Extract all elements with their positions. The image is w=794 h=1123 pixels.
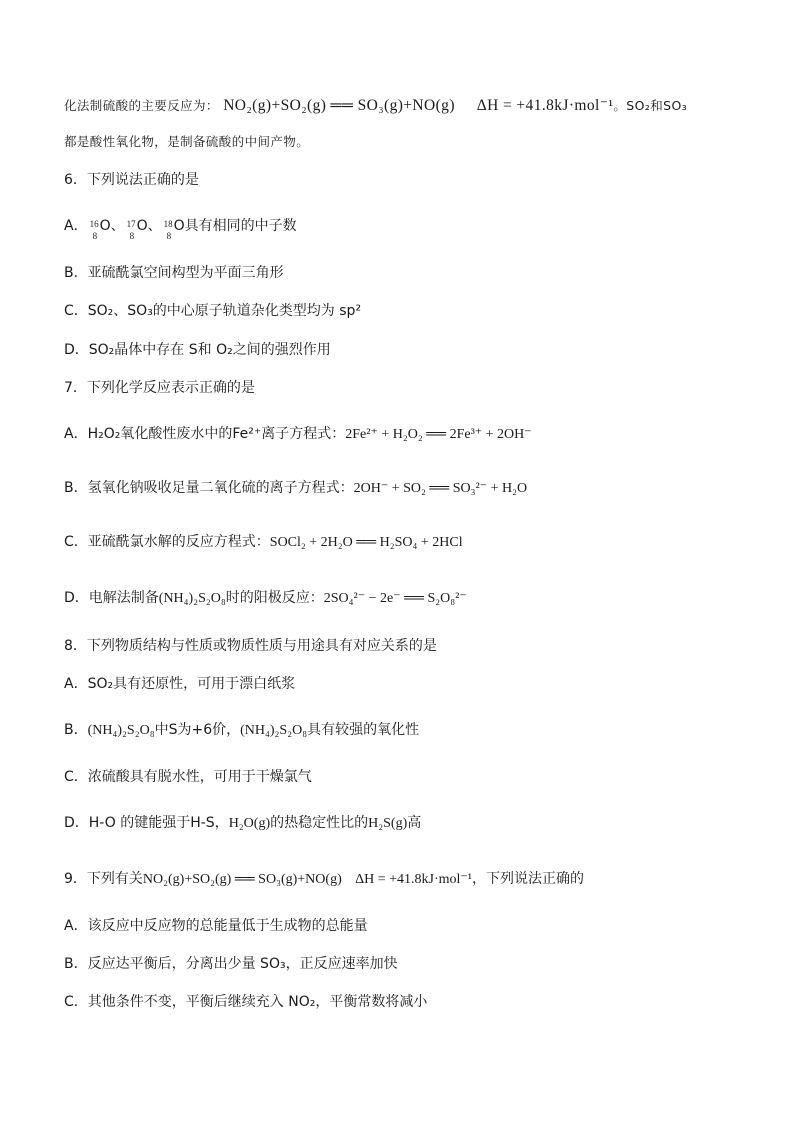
q6-option-c: C．SO₂、SO₃的中心原子轨道杂化类型均为 sp² bbox=[64, 303, 362, 319]
q8-b-formula-2: (NH₄)₂S₂O₈ bbox=[240, 723, 308, 738]
q7-d-formula: (NH₄)₂S₂O₈ bbox=[158, 591, 226, 606]
q9-reaction: NO₂(g)+SO₂(g) ══ SO₃(g)+NO(g) bbox=[142, 872, 342, 887]
q6-stem: 6．下列说法正确的是 bbox=[64, 172, 199, 188]
q8-b-formula-1: (NH₄)₂S₂O₈ bbox=[87, 723, 155, 738]
intro-line-1 bbox=[64, 96, 754, 116]
q7-a-equation: 2Fe²⁺ + H₂O₂ ══ 2Fe³⁺ + 2OH⁻ bbox=[345, 427, 532, 442]
q8-option-b: B．(NH₄)₂S₂O₈中S为+6价，(NH₄)₂S₂O₈具有较强的氧化性 bbox=[64, 722, 420, 738]
q6-option-a: A． 16 8 O、 17 8 O、 18 8 O具有相同的中子数 bbox=[64, 218, 297, 241]
intro-prefix: 化法制硫酸的主要反应为： bbox=[64, 98, 219, 113]
q6-option-d: D．SO₂晶体中存在 S和 O₂之间的强烈作用 bbox=[64, 342, 331, 358]
intro-enthalpy: ΔH = +41.8kJ·mol⁻¹ bbox=[476, 97, 614, 114]
isotope-17: 17 8 bbox=[126, 219, 136, 241]
q9-option-a: A．该反应中反应物的总能量低于生成物的总能量 bbox=[64, 918, 368, 934]
q8-d-formula-2: H₂S(g) bbox=[368, 816, 408, 831]
intro-line-2: 都是酸性氧化物，是制备硫酸的中间产物。 bbox=[64, 134, 310, 149]
q7-b-equation: 2OH⁻ + SO₂ ══ SO₃²⁻ + H₂O bbox=[353, 481, 528, 496]
q7-d-equation: 2SO₄²⁻ − 2e⁻ ══ S₂O₈²⁻ bbox=[323, 591, 467, 606]
q7-option-b: B．氢氧化钠吸收足量二氧化硫的离子方程式：2OH⁻ + SO₂ ══ SO₃²⁻ + H₂O bbox=[64, 480, 528, 496]
isotope-18: 18 8 bbox=[163, 219, 173, 241]
q8-option-a: A．SO₂具有还原性，可用于漂白纸浆 bbox=[64, 676, 296, 692]
q9-option-c: C．其他条件不变，平衡后继续充入 NO₂，平衡常数将减小 bbox=[64, 994, 428, 1010]
isotope-16: 16 8 bbox=[89, 219, 99, 241]
q8-d-formula-1: H₂O(g) bbox=[228, 816, 271, 831]
q7-option-a: A．H₂O₂氧化酸性废水中的Fe²⁺离子方程式：2Fe²⁺ + H₂O₂ ══ 2Fe³⁺ + 2OH⁻ bbox=[64, 426, 532, 442]
intro-reaction: NO₂(g)+SO₂(g) ══ SO₃(g)+NO(g) bbox=[223, 97, 455, 114]
q7-option-c: C．亚硫酰氯水解的反应方程式：SOCl₂ + 2H₂O ══ H₂SO₄ + 2HCl bbox=[64, 534, 463, 550]
q8-option-c: C．浓硫酸具有脱水性，可用于干燥氯气 bbox=[64, 769, 312, 785]
q9-option-b: B．反应达平衡后，分离出少量 SO₃，正反应速率加快 bbox=[64, 956, 398, 972]
q7-stem: 7．下列化学反应表示正确的是 bbox=[64, 380, 255, 396]
q7-option-d: D．电解法制备(NH₄)₂S₂O₈时的阳极反应：2SO₄²⁻ − 2e⁻ ══ S₂O₈²⁻ bbox=[64, 590, 467, 606]
q7-c-equation: SOCl₂ + 2H₂O ══ H₂SO₄ + 2HCl bbox=[269, 535, 463, 550]
q8-option-d: D．H-O 的键能强于H-S，H₂O(g)的热稳定性比的H₂S(g)高 bbox=[64, 815, 422, 831]
q9-stem: 9．下列有关NO₂(g)+SO₂(g) ══ SO₃(g)+NO(g) ΔH = +41.8kJ·mol⁻¹，下列说法正确的 bbox=[64, 871, 584, 887]
q8-stem: 8．下列物质结构与性质或物质性质与用途具有对应关系的是 bbox=[64, 638, 437, 654]
q6-option-b: B．亚硫酰氯空间构型为平面三角形 bbox=[64, 265, 284, 281]
intro-suffix: 。SO₂和SO₃ bbox=[613, 98, 688, 113]
q6-a-label: A． bbox=[64, 218, 88, 234]
q9-enthalpy: ΔH = +41.8kJ·mol⁻¹ bbox=[355, 872, 472, 887]
